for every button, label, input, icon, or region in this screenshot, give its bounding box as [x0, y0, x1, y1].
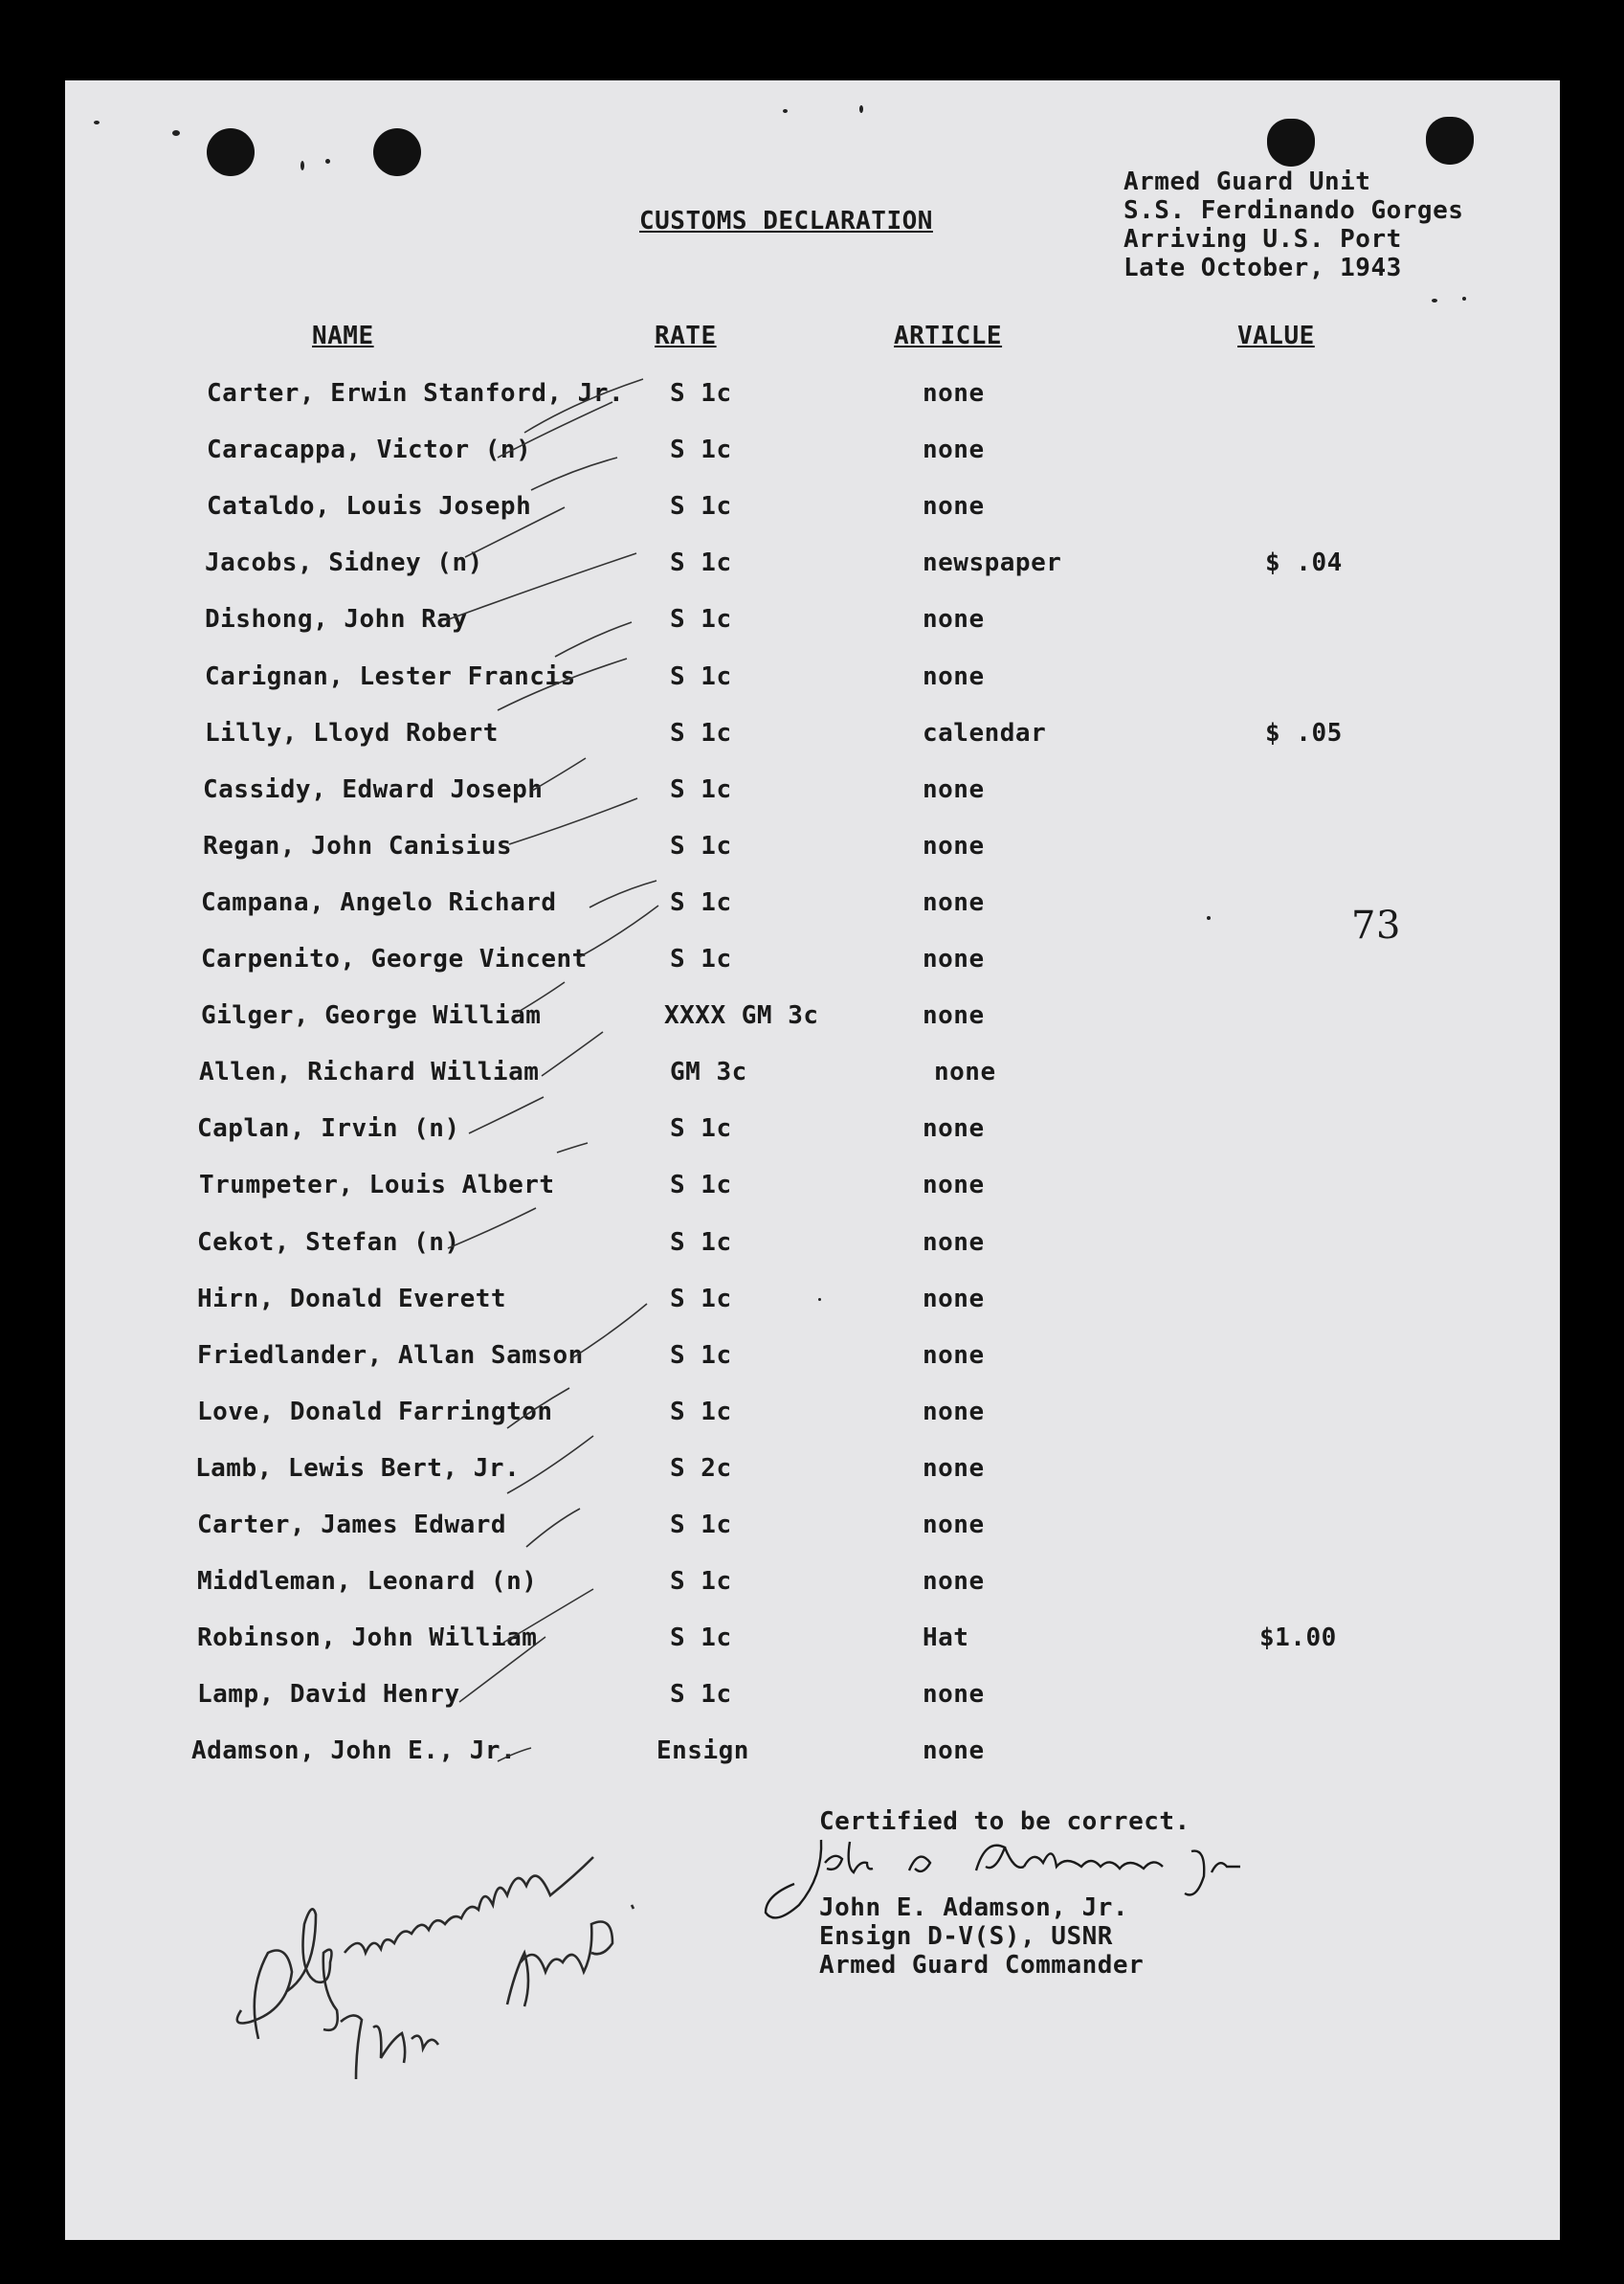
cell-name: Love, Donald Farrington	[197, 1398, 553, 1426]
document-title: CUSTOMS DECLARATION	[639, 207, 933, 235]
cell-rate: S 1c	[670, 888, 732, 917]
cell-name: Cekot, Stefan (n)	[197, 1228, 460, 1257]
cell-name: Lamp, David Henry	[197, 1680, 460, 1709]
cell-article: none	[923, 605, 985, 634]
cell-name: Friedlander, Allan Samson	[197, 1341, 584, 1370]
cell-rate: S 1c	[670, 1567, 732, 1596]
cell-article: calendar	[923, 719, 1047, 748]
signer-rank: Ensign D-V(S), USNR	[819, 1922, 1113, 1951]
cell-name: Carter, Erwin Stanford, Jr.	[207, 379, 625, 408]
check-marks	[446, 379, 658, 1761]
cell-name: Carignan, Lester Francis	[205, 662, 576, 691]
cell-name: Robinson, John William	[197, 1623, 538, 1652]
cell-article: none	[923, 662, 985, 691]
signer-role: Armed Guard Commander	[819, 1951, 1145, 1980]
cell-value: $ .04	[1265, 549, 1343, 577]
cell-rate: S 2c	[670, 1454, 732, 1483]
cell-article: newspaper	[923, 549, 1062, 577]
cell-article: none	[923, 945, 985, 974]
cell-rate: S 1c	[670, 492, 732, 521]
cell-name: Lamb, Lewis Bert, Jr.	[195, 1454, 521, 1483]
column-header-rate: RATE	[655, 322, 717, 350]
column-header-value: VALUE	[1237, 322, 1315, 350]
cell-name: Carter, James Edward	[197, 1511, 507, 1539]
cell-name: Cassidy, Edward Joseph	[203, 775, 544, 804]
cell-article: none	[923, 436, 985, 464]
cell-value: $ .05	[1265, 719, 1343, 748]
cell-article: none	[923, 1680, 985, 1709]
cell-rate: S 1c	[670, 832, 732, 861]
cell-rate: Ensign	[656, 1736, 749, 1765]
column-header-article: ARTICLE	[894, 322, 1003, 350]
cell-rate: S 1c	[670, 1341, 732, 1370]
cell-rate: XXXX GM 3c	[664, 1001, 819, 1030]
cell-rate: S 1c	[670, 1228, 732, 1257]
cell-rate: S 1c	[670, 775, 732, 804]
cell-name: Dishong, John Ray	[205, 605, 468, 634]
cell-rate: S 1c	[670, 1171, 732, 1199]
cell-name: Cataldo, Louis Joseph	[207, 492, 532, 521]
cell-rate: S 1c	[670, 549, 732, 577]
cell-article: none	[923, 1228, 985, 1257]
header-line: Arriving U.S. Port	[1123, 225, 1402, 254]
cell-name: Regan, John Canisius	[203, 832, 513, 861]
header-line: Late October, 1943	[1123, 254, 1402, 282]
cell-rate: S 1c	[670, 1114, 732, 1143]
cell-name: Hirn, Donald Everett	[197, 1285, 507, 1313]
cell-rate: GM 3c	[670, 1058, 747, 1086]
cell-name: Caracappa, Victor (n)	[207, 436, 532, 464]
handwritten-note-image	[237, 1857, 634, 2079]
cell-article: none	[923, 1001, 985, 1030]
cell-article: none	[923, 832, 985, 861]
cell-rate: S 1c	[670, 945, 732, 974]
cell-name: Lilly, Lloyd Robert	[205, 719, 499, 748]
cell-name: Campana, Angelo Richard	[201, 888, 557, 917]
header-line: Armed Guard Unit	[1123, 168, 1371, 196]
cell-name: Jacobs, Sidney (n)	[205, 549, 483, 577]
signer-name: John E. Adamson, Jr.	[819, 1893, 1129, 1922]
cell-rate: S 1c	[670, 1511, 732, 1539]
cell-article: none	[923, 1567, 985, 1596]
cell-article: none	[923, 1285, 985, 1313]
cell-article: none	[923, 1511, 985, 1539]
column-header-name: NAME	[312, 322, 374, 350]
cell-article: none	[923, 1454, 985, 1483]
cell-article: none	[923, 1171, 985, 1199]
cell-value: $1.00	[1259, 1623, 1337, 1652]
cell-name: Allen, Richard William	[199, 1058, 540, 1086]
cell-article: none	[923, 1736, 985, 1765]
cell-rate: S 1c	[670, 1623, 732, 1652]
cell-article: none	[934, 1058, 996, 1086]
cell-name: Adamson, John E., Jr.	[191, 1736, 517, 1765]
cell-article: none	[923, 379, 985, 408]
cell-article: none	[923, 1114, 985, 1143]
cell-article: none	[923, 492, 985, 521]
cell-article: none	[923, 1398, 985, 1426]
cell-article: Hat	[923, 1623, 969, 1652]
cell-name: Trumpeter, Louis Albert	[199, 1171, 555, 1199]
cell-rate: S 1c	[670, 1398, 732, 1426]
cell-name: Middleman, Leonard (n)	[197, 1567, 538, 1596]
cell-article: none	[923, 888, 985, 917]
cell-rate: S 1c	[670, 1680, 732, 1709]
cell-name: Gilger, George William	[201, 1001, 542, 1030]
cell-rate: S 1c	[670, 719, 732, 748]
cell-name: Caplan, Irvin (n)	[197, 1114, 460, 1143]
signature-image	[766, 1840, 1240, 1917]
cell-rate: S 1c	[670, 379, 732, 408]
header-line: S.S. Ferdinando Gorges	[1123, 196, 1464, 225]
cell-rate: S 1c	[670, 662, 732, 691]
cell-rate: S 1c	[670, 1285, 732, 1313]
cell-rate: S 1c	[670, 436, 732, 464]
certification-statement: Certified to be correct.	[819, 1807, 1190, 1836]
page-number: 73	[1351, 904, 1401, 948]
cell-article: none	[923, 775, 985, 804]
cell-rate: S 1c	[670, 605, 732, 634]
cell-article: none	[923, 1341, 985, 1370]
cell-name: Carpenito, George Vincent	[201, 945, 588, 974]
